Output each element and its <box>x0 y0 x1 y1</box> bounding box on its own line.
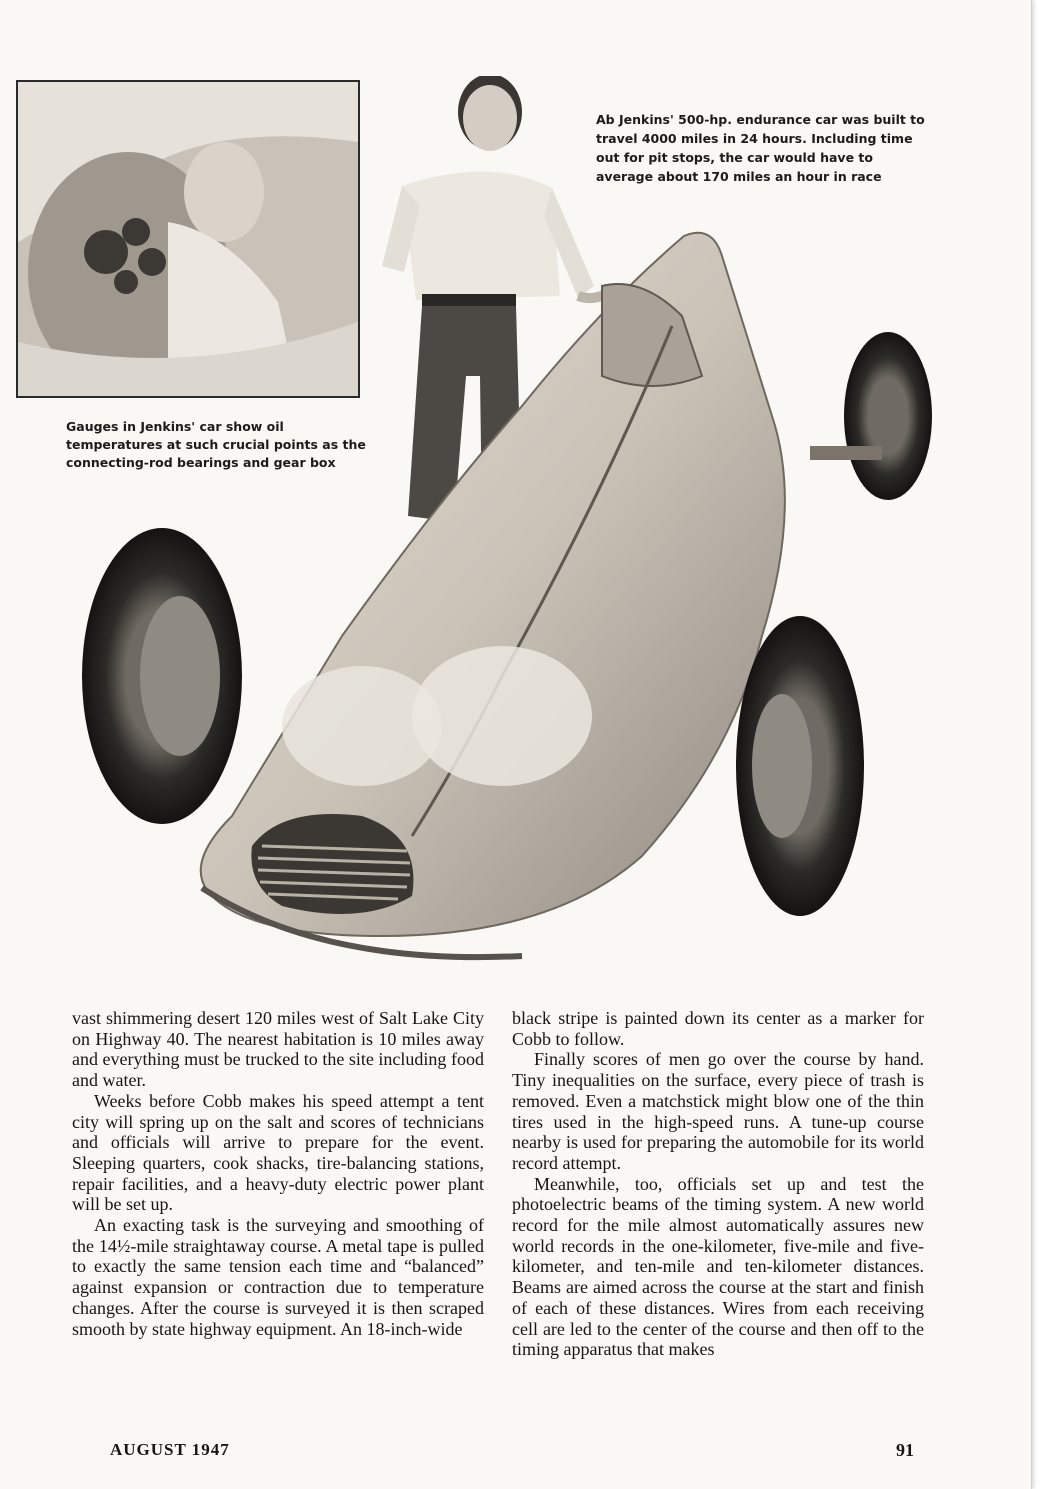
body-column-right <box>512 1008 924 1360</box>
paragraph: vast shimmering desert 120 miles west of Salt Lake City on Highway 40. The nearest habitation is 10 miles away and everything must be trucked to the site including food and water. <box>72 1008 484 1091</box>
paragraph: Meanwhile, too, officials set up and test the photoelectric beams of the timing system. A new world record for the mile almost automatically assures new world records in the one-kilometer, five-mile and five-kilometer, and ten-mile and ten-kilometer distances. Beams are aimed across the course at the start and finish of each of these distances. Wires from each receiving cell are led to the center of the course and then off to the timing apparatus that makes <box>512 1173 924 1360</box>
paragraph: Weeks before Cobb makes his speed attempt a tent city will spring up on the salt and scores of technicians and officials will arrive to prepare for the event. Sleeping quarters, cook shacks, tire-balancing stations, repair facilities, and a heavy-duty electric power plant will be set up. <box>72 1090 484 1215</box>
rear-tire-right <box>844 332 932 500</box>
cockpit-image <box>18 82 358 396</box>
issue-date: AUGUST 1947 <box>110 1440 230 1459</box>
page-number: 91 <box>896 1440 914 1460</box>
paragraph: An exacting task is the surveying and smoothing of the 14½-mile straightaway course. A metal tape is pulled to exactly the same tension each time and “balanced” against expansion or contraction due to temperature changes. After the course is surveyed it is then scraped smooth by state highway equipment. An 18-inch-wide <box>72 1215 484 1339</box>
paragraph: Finally scores of men go over the course by hand. Tiny inequalities on the surface, every piece of trash is removed. Even a matchstick might blow one of the thin tires used in the high-speed runs. A tune-up course nearby is used for preparing the automobile for its world record attempt. <box>512 1049 924 1173</box>
paragraph: black stripe is painted down its center as a marker for Cobb to follow. <box>512 1008 924 1049</box>
body-column-left <box>72 1008 484 1339</box>
gauges-inset-photo <box>16 80 360 398</box>
inset-caption: Gauges in Jenkins' car show oil temperatures at such crucial points as the connecting-rod bearings and gear box <box>66 419 366 470</box>
main-photo-caption: Ab Jenkins' 500-hp. endurance car was built to travel 4000 miles in 24 hours. Including time out for pit stops, the car would have to average about 170 miles an hour in race <box>596 112 925 184</box>
